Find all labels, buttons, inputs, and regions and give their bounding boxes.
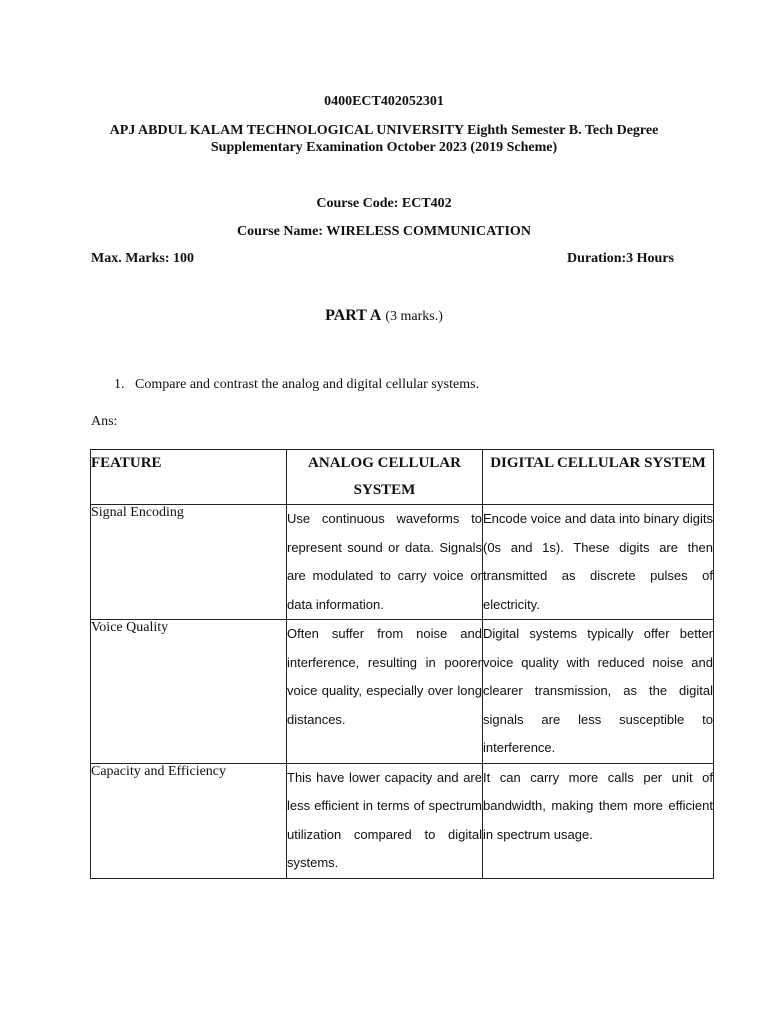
- course-name: Course Name: WIRELESS COMMUNICATION: [237, 224, 531, 239]
- max-marks: Max. Marks: 100: [91, 251, 195, 266]
- feature-cell: Signal Encoding: [91, 505, 287, 620]
- answer-label: Ans:: [91, 414, 118, 429]
- part-marks-note: (3 marks.): [385, 309, 443, 324]
- analog-cell: Use continuous waveforms to represent sound or data. Signals are modulated to carry voice or data information.: [287, 505, 483, 620]
- digital-cell: Digital systems typically offer better voice quality with reduced noise and clearer transmission, as the digital signals are less susceptible to interference.: [483, 620, 714, 764]
- column-header-feature: FEATURE: [91, 450, 287, 505]
- column-header-digital: DIGITAL CELLULAR SYSTEM: [483, 450, 714, 505]
- table-row: [91, 763, 714, 878]
- column-header-analog: ANALOG CELLULAR SYSTEM: [287, 450, 483, 505]
- course-code: Course Code: ECT402: [316, 196, 452, 211]
- question-1: [114, 377, 479, 393]
- analog-cell: This have lower capacity and are less efficient in terms of spectrum utilization compared to digital systems.: [287, 763, 483, 878]
- table-row: [91, 620, 714, 764]
- analog-cell: Often suffer from noise and interference, resulting in poorer voice quality, especially over long distances.: [287, 620, 483, 764]
- part-heading: [0, 307, 768, 325]
- feature-cell: Voice Quality: [91, 620, 287, 764]
- comparison-table: [90, 449, 714, 879]
- table-row: [91, 505, 714, 620]
- digital-cell: Encode voice and data into binary digits (0s and 1s). These digits are then transmitted as discrete pulses of electricity.: [483, 505, 714, 620]
- document-code: 0400ECT402052301: [324, 94, 444, 109]
- feature-cell: Capacity and Efficiency: [91, 763, 287, 878]
- part-title: PART A: [325, 307, 382, 324]
- university-exam-title: APJ ABDUL KALAM TECHNOLOGICAL UNIVERSITY Eighth Semester B. Tech Degree Supplementary Examination October 2023 (2019 Scheme): [109, 123, 659, 155]
- digital-cell: It can carry more calls per unit of bandwidth, making them more efficient in spectrum usage.: [483, 763, 714, 878]
- question-text: Compare and contrast the analog and digital cellular systems.: [135, 377, 480, 392]
- question-number: 1.: [114, 377, 125, 392]
- table-header-row: [91, 450, 714, 505]
- exam-duration: Duration:3 Hours: [567, 251, 674, 266]
